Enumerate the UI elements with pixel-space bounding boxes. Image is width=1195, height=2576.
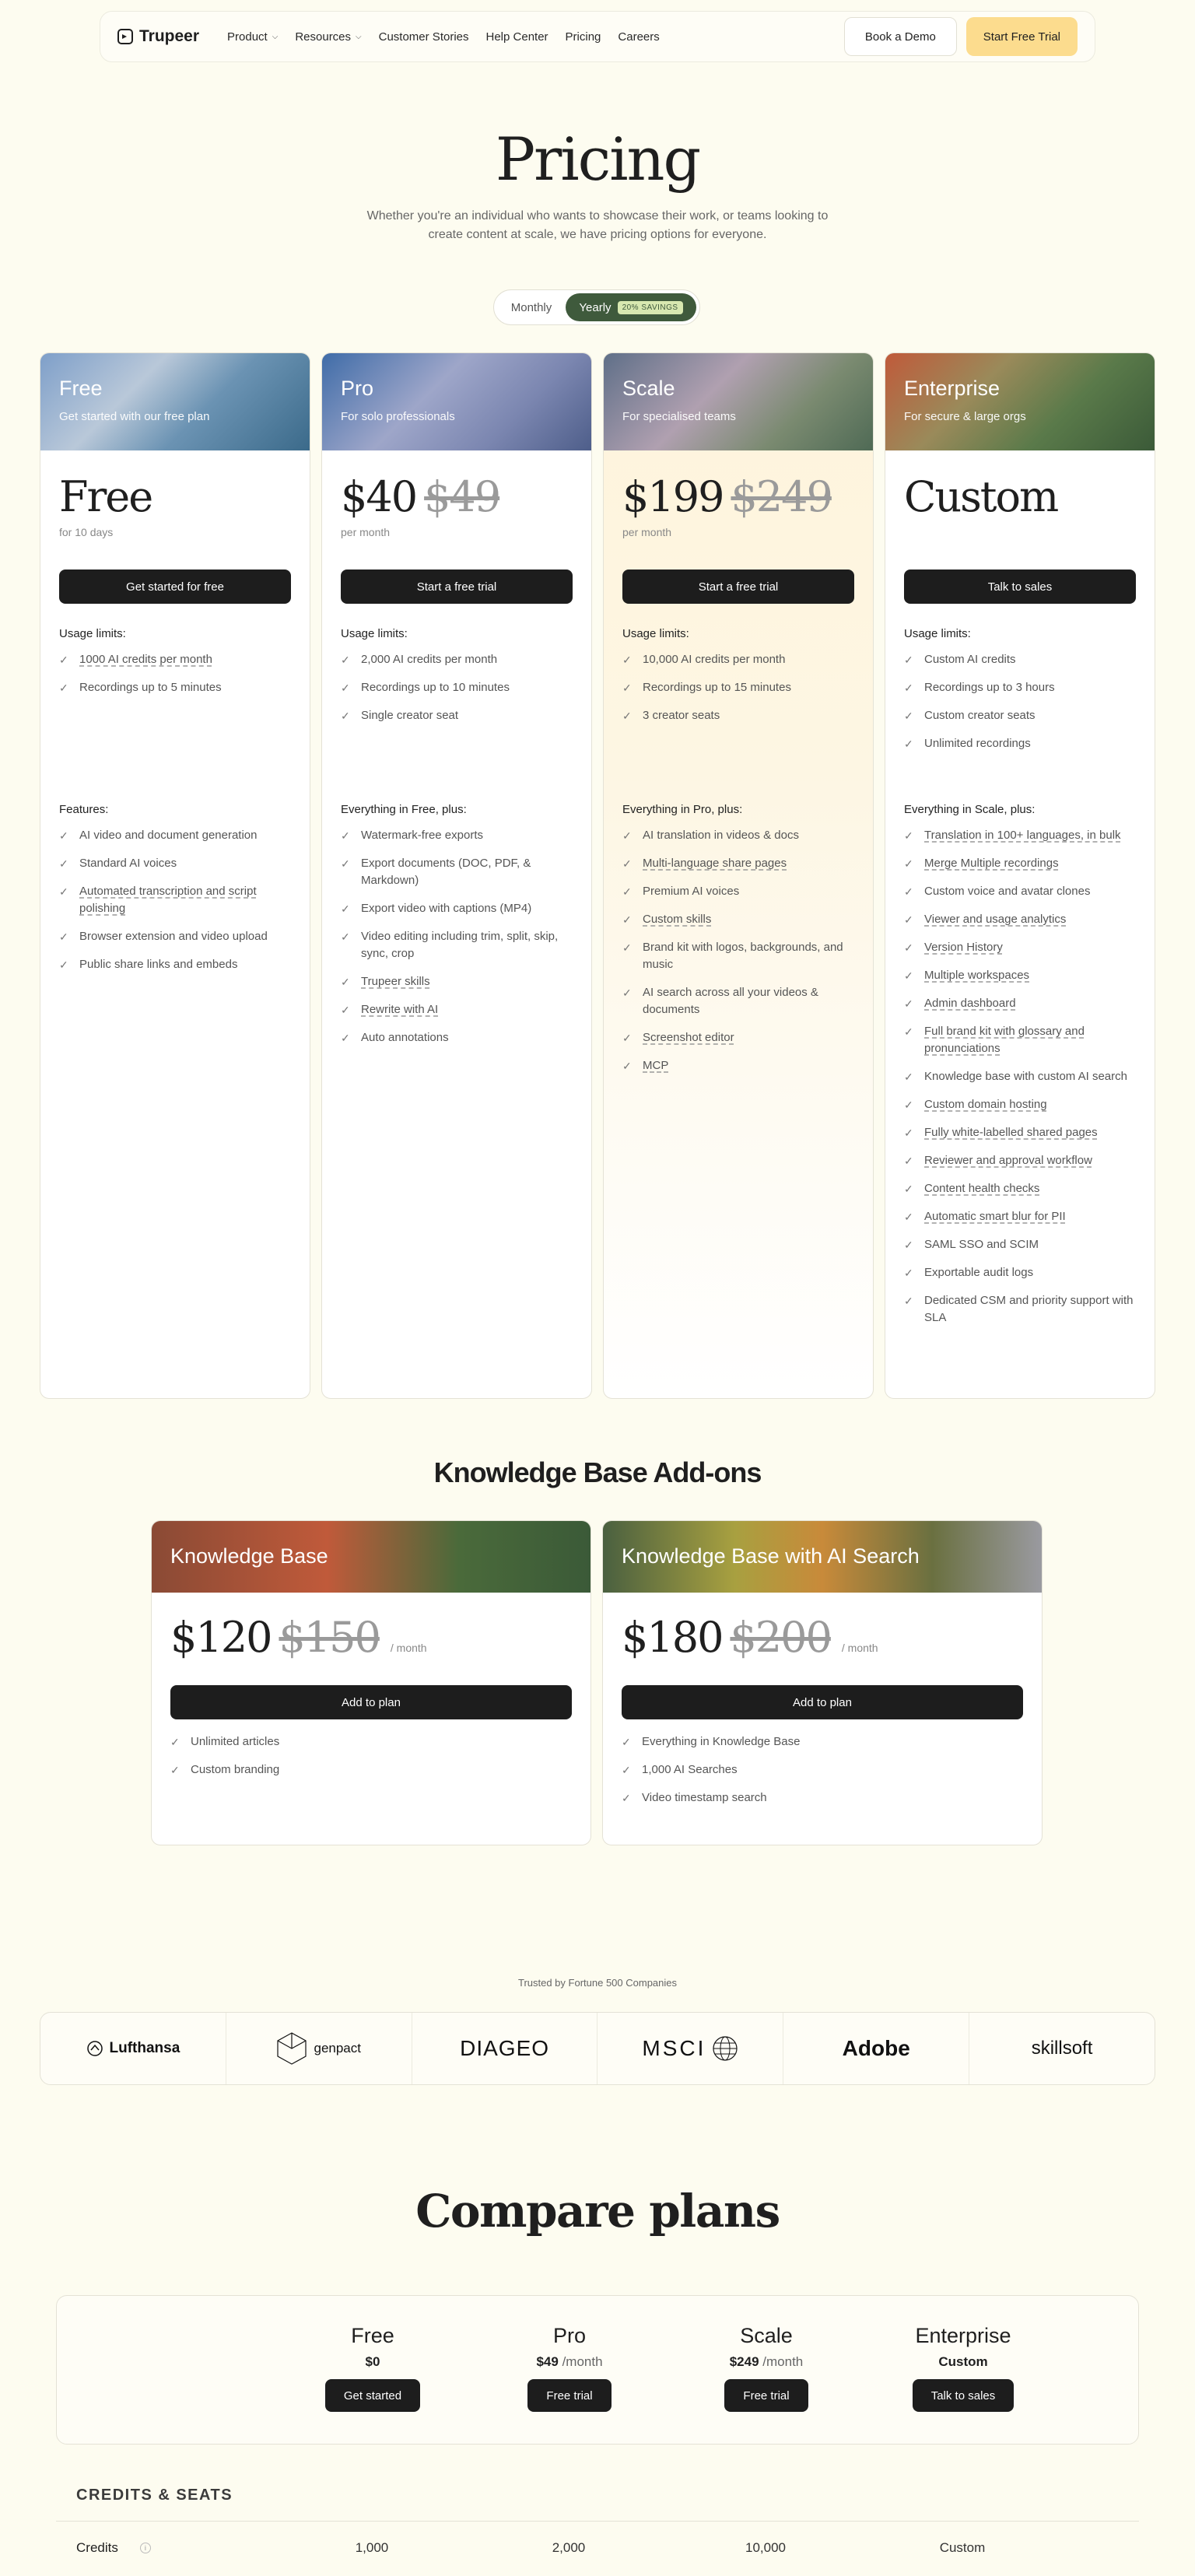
compare-plan-free	[295, 2324, 450, 2412]
check-icon: ✓	[622, 987, 632, 999]
toggle-yearly[interactable]	[566, 293, 696, 321]
addon-name: Knowledge Base with AI Search	[603, 1521, 1042, 1593]
features-title: Everything in Free, plus:	[341, 803, 467, 816]
limits-title: Usage limits:	[904, 627, 971, 640]
check-icon: ✓	[59, 959, 68, 971]
brand-logo[interactable]	[117, 27, 199, 46]
divider	[56, 2521, 1139, 2522]
check-icon: ✓	[904, 654, 913, 666]
check-icon: ✓	[622, 913, 632, 926]
logo-genpact	[226, 2013, 412, 2084]
compare-cta-button[interactable]: Free trial	[724, 2379, 808, 2412]
limits-item	[622, 679, 854, 696]
plan-header	[40, 353, 310, 450]
check-icon: ✓	[622, 1032, 632, 1044]
features-text: Video editing including trim, split, skip, sync, crop	[361, 930, 559, 960]
features-item	[904, 1236, 1136, 1253]
features-text[interactable]: Content health checks	[924, 1182, 1040, 1195]
plan-name: Pro	[341, 377, 374, 400]
compare-plan-price: Custom	[938, 2354, 988, 2369]
addon-old-price: $150	[279, 1613, 380, 1662]
plan-name: Enterprise	[904, 377, 1001, 400]
plan-card-pro	[321, 352, 592, 1399]
plan-card-free	[40, 352, 310, 1399]
plan-header	[322, 353, 591, 450]
add-to-plan-button[interactable]: Add to plan	[622, 1685, 1023, 1719]
savings-badge: 20% SAVINGS	[618, 301, 683, 314]
plan-price: Custom	[904, 472, 1058, 521]
compare-header	[56, 2295, 1139, 2445]
limits-item	[904, 707, 1136, 724]
features-item	[904, 883, 1136, 900]
addon-feature-text: 1,000 AI Searches	[642, 1763, 738, 1776]
limits-text: 3 creator seats	[643, 709, 720, 722]
logo-skillsoft	[969, 2013, 1155, 2084]
check-icon: ✓	[904, 738, 913, 750]
features-item	[904, 1023, 1136, 1057]
nav-product[interactable]	[227, 30, 278, 44]
features-text[interactable]: Translation in 100+ languages, in bulk	[924, 829, 1121, 842]
plan-name: Free	[59, 377, 103, 400]
row-credits-value: 10,000	[745, 2540, 786, 2555]
features-item	[904, 855, 1136, 872]
features-title: Features:	[59, 803, 109, 816]
addon-feature-text: Everything in Knowledge Base	[642, 1735, 801, 1748]
compare-plan-name: Free	[351, 2324, 394, 2347]
row-credits-value: 2,000	[552, 2540, 586, 2555]
features-text[interactable]: Multiple workspaces	[924, 969, 1030, 982]
limits-item	[622, 651, 854, 668]
check-icon: ✓	[904, 1295, 913, 1307]
plan-price: $40	[341, 472, 417, 521]
features-item	[341, 973, 573, 990]
check-icon: ✓	[341, 931, 350, 943]
plan-old-price: $49	[424, 472, 500, 521]
addon-card	[151, 1520, 591, 1845]
features-item	[622, 883, 854, 900]
addon-feature	[170, 1761, 572, 1779]
features-text: Custom voice and avatar clones	[924, 885, 1091, 898]
row-credits-value: 1,000	[355, 2540, 389, 2555]
features-item	[904, 967, 1136, 984]
features-text: Exportable audit logs	[924, 1266, 1034, 1279]
check-icon: ✓	[341, 829, 350, 842]
check-icon: ✓	[341, 857, 350, 870]
limits-text: Recordings up to 5 minutes	[79, 681, 222, 694]
compare-title: Compare plans	[415, 2185, 780, 2238]
features-text: Knowledge base with custom AI search	[924, 1070, 1127, 1083]
features-item	[341, 1029, 573, 1046]
plan-period	[885, 521, 1155, 541]
logo-adobe	[783, 2013, 969, 2084]
features-text: Export video with captions (MP4)	[361, 902, 532, 915]
features-text: Premium AI voices	[643, 885, 740, 898]
limits-item	[59, 679, 291, 696]
features-item	[904, 1208, 1136, 1225]
check-icon: ✓	[904, 1099, 913, 1111]
check-icon: ✓	[59, 682, 68, 694]
check-icon: ✓	[622, 885, 632, 898]
limits-text: Custom AI credits	[924, 653, 1016, 666]
check-icon: ✓	[904, 885, 913, 898]
nav-product-label: Product	[227, 30, 268, 44]
add-to-plan-button[interactable]: Add to plan	[170, 1685, 572, 1719]
compare-plan-price: $49	[536, 2354, 559, 2369]
check-icon: ✓	[904, 1239, 913, 1251]
compare-plan-scale	[689, 2324, 844, 2412]
compare-cta-button[interactable]: Get started	[325, 2379, 420, 2412]
check-icon: ✓	[904, 941, 913, 954]
check-icon: ✓	[341, 976, 350, 988]
compare-plan-name: Scale	[740, 2324, 793, 2347]
features-text[interactable]: Screenshot editor	[643, 1031, 734, 1044]
limits-item	[904, 679, 1136, 696]
features-item	[904, 911, 1136, 928]
limits-title: Usage limits:	[341, 627, 408, 640]
features-item	[341, 928, 573, 962]
limits-text: Custom creator seats	[924, 709, 1036, 722]
addon-card	[602, 1520, 1043, 1845]
plan-description: For specialised teams	[622, 410, 736, 423]
features-item	[341, 827, 573, 844]
info-icon[interactable]: i	[140, 2543, 151, 2553]
book-demo-button[interactable]: Book a Demo	[844, 17, 957, 56]
plan-name: Scale	[622, 377, 675, 400]
addon-period: / month	[390, 1642, 427, 1654]
compare-plan-price: $249	[729, 2354, 759, 2369]
features-text[interactable]: Fully white-labelled shared pages	[924, 1126, 1098, 1139]
addon-feature	[170, 1733, 572, 1751]
features-item	[59, 883, 291, 917]
features-item	[341, 1001, 573, 1018]
check-icon: ✓	[904, 969, 913, 982]
features-text[interactable]: Viewer and usage analytics	[924, 913, 1067, 926]
limits-text: 2,000 AI credits per month	[361, 653, 498, 666]
features-item	[341, 855, 573, 889]
features-text: SAML SSO and SCIM	[924, 1238, 1039, 1251]
features-text[interactable]: Multi-language share pages	[643, 857, 787, 870]
check-icon: ✓	[904, 829, 913, 842]
check-icon: ✓	[622, 857, 632, 870]
compare-plan-enterprise	[885, 2324, 1041, 2412]
check-icon: ✓	[341, 1032, 350, 1044]
limits-text: Unlimited recordings	[924, 737, 1031, 750]
plan-description: For solo professionals	[341, 410, 455, 423]
logo-msci	[598, 2013, 783, 2084]
features-item	[904, 939, 1136, 956]
features-item	[59, 928, 291, 945]
logo-genpact-text: genpact	[314, 2041, 361, 2056]
features-text[interactable]: Merge Multiple recordings	[924, 857, 1059, 870]
features-item	[622, 939, 854, 973]
check-icon: ✓	[59, 885, 68, 898]
toggle-yearly-label: Yearly	[579, 300, 612, 314]
top-nav	[100, 11, 1095, 62]
features-text: Standard AI voices	[79, 857, 177, 870]
features-text: AI translation in videos & docs	[643, 829, 799, 842]
features-item	[59, 956, 291, 973]
pricing-plans	[40, 352, 1155, 1399]
check-icon: ✓	[59, 931, 68, 943]
features-item	[59, 855, 291, 872]
plan-cta-button[interactable]: Talk to sales	[904, 570, 1136, 604]
plan-cta-button[interactable]: Start a free trial	[622, 570, 854, 604]
plan-price: Free	[59, 472, 152, 521]
check-icon: ✓	[622, 941, 632, 954]
features-text[interactable]: Trupeer skills	[361, 975, 430, 988]
check-icon: ✓	[622, 829, 632, 842]
features-text: Browser extension and video upload	[79, 930, 268, 943]
check-icon: ✓	[904, 913, 913, 926]
check-icon: ✓	[622, 1764, 631, 1776]
addon-feature	[622, 1733, 1023, 1751]
plan-price: $199	[622, 472, 724, 521]
limits-text: Recordings up to 15 minutes	[643, 681, 791, 694]
nav-careers[interactable]: Careers	[618, 30, 660, 44]
compare-cta-button[interactable]: Talk to sales	[913, 2379, 1015, 2412]
plan-period: per month	[622, 526, 672, 538]
features-item	[59, 827, 291, 844]
addon-old-price: $200	[730, 1613, 831, 1662]
limits-item	[904, 735, 1136, 752]
features-item	[904, 1264, 1136, 1281]
check-icon: ✓	[622, 654, 632, 666]
category-title: CREDITS & SEATS	[76, 2487, 233, 2504]
nav-customer-stories[interactable]: Customer Stories	[378, 30, 469, 44]
features-text[interactable]: Full brand kit with glossary and pronunciations	[924, 1025, 1085, 1055]
features-text: Public share links and embeds	[79, 958, 238, 971]
features-text[interactable]: MCP	[643, 1059, 669, 1072]
compare-plan-period: /month	[562, 2354, 603, 2369]
features-title: Everything in Scale, plus:	[904, 803, 1036, 816]
check-icon: ✓	[170, 1736, 180, 1748]
plan-card-enterprise	[885, 352, 1155, 1399]
addon-price: $120	[170, 1613, 272, 1662]
features-item	[622, 855, 854, 872]
limits-item	[622, 707, 854, 724]
check-icon: ✓	[904, 682, 913, 694]
limits-title: Usage limits:	[59, 627, 126, 640]
features-item	[622, 911, 854, 928]
limits-item	[904, 651, 1136, 668]
row-credits-value: Custom	[939, 2540, 986, 2555]
check-icon: ✓	[59, 829, 68, 842]
features-text[interactable]: Version History	[924, 941, 1003, 954]
compare-plan-price: $0	[365, 2354, 380, 2369]
limits-title: Usage limits:	[622, 627, 689, 640]
plan-period: per month	[341, 526, 391, 538]
check-icon: ✓	[904, 857, 913, 870]
features-item	[622, 1057, 854, 1074]
features-text[interactable]: Rewrite with AI	[361, 1003, 439, 1016]
features-item	[904, 1292, 1136, 1327]
logo-diageo-text: DIAGEO	[460, 2036, 550, 2060]
features-item	[904, 1096, 1136, 1113]
check-icon: ✓	[622, 1736, 631, 1748]
billing-toggle	[493, 289, 700, 325]
features-text: Brand kit with logos, backgrounds, and music	[643, 941, 843, 971]
crane-icon	[86, 2040, 103, 2057]
compare-plan-name: Pro	[552, 2324, 587, 2347]
limits-item	[59, 651, 291, 668]
addons-list	[151, 1520, 1043, 1845]
features-item	[622, 984, 854, 1018]
features-text[interactable]: Automatic smart blur for PII	[924, 1210, 1066, 1223]
features-text[interactable]: Custom skills	[643, 913, 712, 926]
plan-cta-button[interactable]: Get started for free	[59, 570, 291, 604]
check-icon: ✓	[622, 1060, 632, 1072]
plan-old-price: $249	[731, 472, 832, 521]
addon-feature-text: Custom branding	[191, 1763, 280, 1776]
trusted-title: Trusted by Fortune 500 Companies	[517, 1977, 677, 1989]
compare-plan-pro	[492, 2324, 647, 2412]
globe-icon	[712, 2035, 738, 2062]
compare-plan-name: Enterprise	[915, 2324, 1011, 2347]
customer-logos	[40, 2012, 1155, 2085]
features-text: Auto annotations	[361, 1031, 449, 1044]
start-free-trial-button[interactable]: Start Free Trial	[966, 17, 1078, 56]
features-item	[341, 900, 573, 917]
check-icon: ✓	[904, 1211, 913, 1223]
features-text: AI search across all your videos & documents	[643, 986, 818, 1016]
features-text: AI video and document generation	[79, 829, 258, 842]
check-icon: ✓	[622, 682, 632, 694]
check-icon: ✓	[904, 1025, 913, 1038]
logo-msci-text: MSCI	[642, 2036, 706, 2060]
logo-adobe-text: Adobe	[842, 2036, 910, 2060]
check-icon: ✓	[904, 1127, 913, 1139]
limits-text: Recordings up to 10 minutes	[361, 681, 510, 694]
check-icon: ✓	[170, 1764, 180, 1776]
logo-skillsoft-text: skillsoft	[1031, 2038, 1093, 2059]
limits-text[interactable]: 1000 AI credits per month	[79, 653, 212, 666]
plan-header	[885, 353, 1155, 450]
nav-pricing[interactable]: Pricing	[565, 30, 601, 44]
limits-text: Recordings up to 3 hours	[924, 681, 1055, 694]
check-icon: ✓	[59, 654, 68, 666]
compare-plan-period: /month	[762, 2354, 804, 2369]
addon-price: $180	[622, 1613, 723, 1662]
logo-lufthansa-text: Lufthansa	[109, 2040, 180, 2056]
features-item	[904, 1124, 1136, 1141]
limits-text: 10,000 AI credits per month	[643, 653, 786, 666]
features-item	[904, 1152, 1136, 1169]
plan-period: for 10 days	[59, 526, 114, 538]
plan-card-scale	[603, 352, 874, 1399]
addons-title: Knowledge Base Add-ons	[433, 1456, 762, 1488]
plan-description: Get started with our free plan	[59, 410, 210, 423]
nav-help-center[interactable]: Help Center	[485, 30, 548, 44]
features-item	[904, 1180, 1136, 1197]
nav-resources-label: Resources	[295, 30, 352, 44]
addon-feature	[622, 1761, 1023, 1779]
features-item	[904, 1068, 1136, 1085]
check-icon: ✓	[341, 710, 350, 722]
row-label-text: Credits	[76, 2540, 118, 2555]
row-credits-label	[76, 2540, 151, 2556]
check-icon: ✓	[341, 682, 350, 694]
addon-feature-text: Unlimited articles	[191, 1735, 280, 1748]
check-icon: ✓	[59, 857, 68, 870]
compare-cta-button[interactable]: Free trial	[527, 2379, 611, 2412]
chevron-down-icon: ⌵	[272, 32, 279, 41]
features-text: Dedicated CSM and priority support with SLA	[924, 1294, 1134, 1324]
check-icon: ✓	[622, 710, 632, 722]
check-icon: ✓	[622, 1792, 631, 1804]
plan-header	[604, 353, 873, 450]
logo-icon	[117, 29, 133, 44]
nav-resources[interactable]	[295, 30, 361, 44]
features-text[interactable]: Reviewer and approval workflow	[924, 1154, 1092, 1167]
features-item	[622, 1029, 854, 1046]
page-title: Pricing	[495, 124, 700, 194]
logo-lufthansa	[40, 2013, 226, 2084]
check-icon: ✓	[341, 902, 350, 915]
check-icon: ✓	[904, 1071, 913, 1083]
check-icon: ✓	[341, 654, 350, 666]
addon-feature-text: Video timestamp search	[642, 1791, 767, 1804]
check-icon: ✓	[341, 1004, 350, 1016]
limits-text: Single creator seat	[361, 709, 459, 722]
features-item	[904, 995, 1136, 1012]
plan-cta-button[interactable]: Start a free trial	[341, 570, 573, 604]
features-text: Watermark-free exports	[361, 829, 483, 842]
features-item	[904, 827, 1136, 844]
chevron-down-icon: ⌵	[356, 32, 362, 41]
check-icon: ✓	[904, 1183, 913, 1195]
page-subtitle: Whether you're an individual who wants to showcase their work, or teams looking to create content at scale, we have pricing options for everyone.	[366, 209, 829, 241]
features-text[interactable]: Automated transcription and script polishing	[79, 885, 257, 915]
toggle-monthly[interactable]: Monthly	[510, 300, 552, 314]
check-icon: ✓	[904, 997, 913, 1010]
features-item	[622, 827, 854, 844]
check-icon: ✓	[904, 1267, 913, 1279]
limits-item	[341, 651, 573, 668]
features-title: Everything in Pro, plus:	[622, 803, 743, 816]
addon-feature	[622, 1789, 1023, 1807]
addon-name: Knowledge Base	[152, 1521, 590, 1593]
check-icon: ✓	[904, 1155, 913, 1167]
plan-description: For secure & large orgs	[904, 410, 1026, 423]
genpact-cube-icon	[276, 2031, 307, 2066]
features-text[interactable]: Custom domain hosting	[924, 1098, 1047, 1111]
features-text: Export documents (DOC, PDF, & Markdown)	[361, 857, 531, 887]
features-text[interactable]: Admin dashboard	[924, 997, 1016, 1010]
brand-name: Trupeer	[139, 27, 200, 45]
addon-period: / month	[841, 1642, 878, 1654]
limits-item	[341, 707, 573, 724]
check-icon: ✓	[904, 710, 913, 722]
limits-item	[341, 679, 573, 696]
logo-diageo	[412, 2013, 598, 2084]
